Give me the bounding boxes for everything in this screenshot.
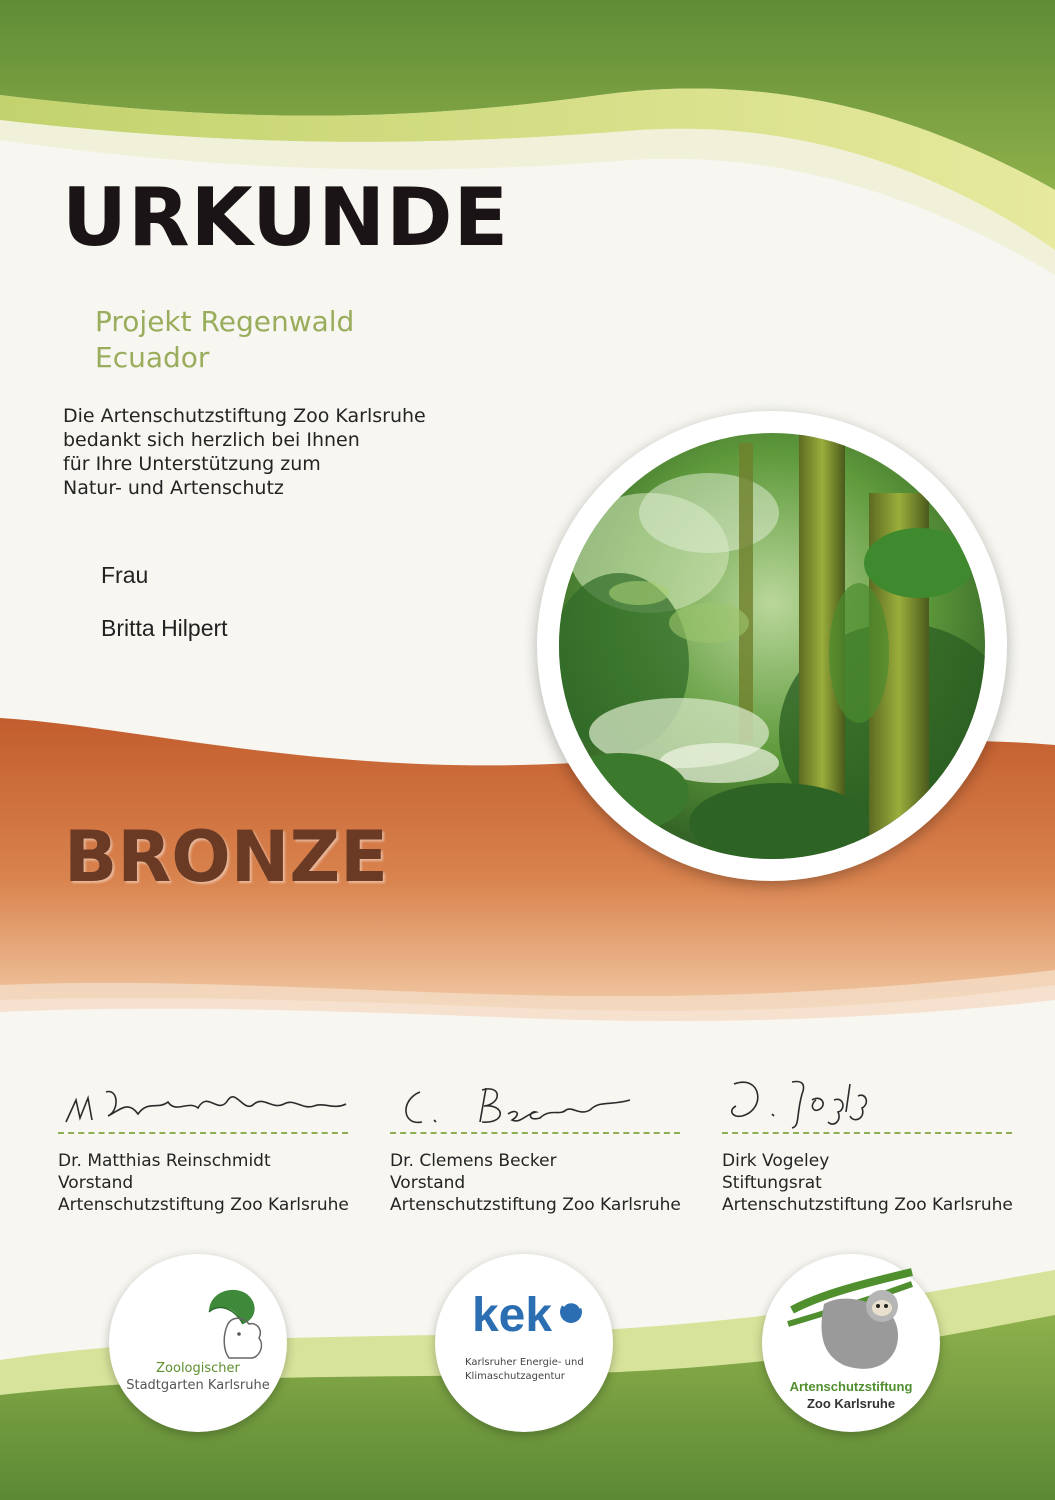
kek-logo-line-2: Klimaschutzagentur xyxy=(465,1371,565,1382)
artenschutzstiftung-logo xyxy=(762,1254,940,1432)
signatory-org: Artenschutzstiftung Zoo Karlsruhe xyxy=(390,1195,681,1215)
signatory-org: Artenschutzstiftung Zoo Karlsruhe xyxy=(722,1195,1013,1215)
signature-line xyxy=(390,1132,680,1134)
zoo-leaf-bear-icon xyxy=(109,1254,287,1432)
signatory-role: Vorstand xyxy=(58,1173,134,1193)
signatory-name: Dr. Clemens Becker xyxy=(390,1151,557,1171)
signature-reinschmidt xyxy=(58,1070,358,1130)
certificate-level: BRONZE xyxy=(64,816,388,898)
zoo-logo xyxy=(109,1254,287,1432)
intro-line: Die Artenschutzstiftung Zoo Karlsruhe xyxy=(63,405,426,427)
intro-text xyxy=(63,404,426,500)
stiftung-logo-line-2: Zoo Karlsruhe xyxy=(806,1396,896,1411)
signatory-org: Artenschutzstiftung Zoo Karlsruhe xyxy=(58,1195,349,1215)
rainforest-photo xyxy=(559,433,985,859)
signature-block xyxy=(722,1070,1042,1216)
intro-line: Natur- und Artenschutz xyxy=(63,477,284,499)
certificate-title: URKUNDE xyxy=(62,171,510,264)
signatory-name: Dr. Matthias Reinschmidt xyxy=(58,1151,271,1171)
kek-orb-icon xyxy=(435,1254,613,1432)
recipient-name: Britta Hilpert xyxy=(101,615,228,641)
kek-wordmark: kek xyxy=(471,1289,553,1342)
intro-line: für Ihre Unterstützung zum xyxy=(63,453,321,475)
signature-vogeley xyxy=(722,1070,1022,1130)
kek-logo-line-1: Karlsruher Energie- und xyxy=(465,1357,584,1368)
signatory-role: Stiftungsrat xyxy=(722,1173,822,1193)
zoo-logo-line-2: Stadtgarten Karlsruhe xyxy=(126,1378,270,1393)
intro-line: bedankt sich herzlich bei Ihnen xyxy=(63,429,360,451)
signature-block xyxy=(58,1070,378,1216)
signature-line xyxy=(58,1132,348,1134)
project-line-1: Projekt Regenwald xyxy=(95,305,355,338)
signature-becker xyxy=(390,1070,690,1130)
signatory-name: Dirk Vogeley xyxy=(722,1151,830,1171)
project-line-2: Ecuador xyxy=(95,341,210,374)
zoo-logo-line-1: Zoologischer xyxy=(156,1361,240,1376)
stiftung-logo-line-1: Artenschutzstiftung xyxy=(789,1379,913,1394)
signatory-role: Vorstand xyxy=(390,1173,466,1193)
recipient-salutation: Frau xyxy=(101,562,149,588)
recipient xyxy=(101,562,228,642)
rainforest-photo-frame xyxy=(537,411,1007,881)
project-name xyxy=(95,304,354,376)
signature-block xyxy=(390,1070,710,1216)
kek-logo xyxy=(435,1254,613,1432)
signature-line xyxy=(722,1132,1012,1134)
